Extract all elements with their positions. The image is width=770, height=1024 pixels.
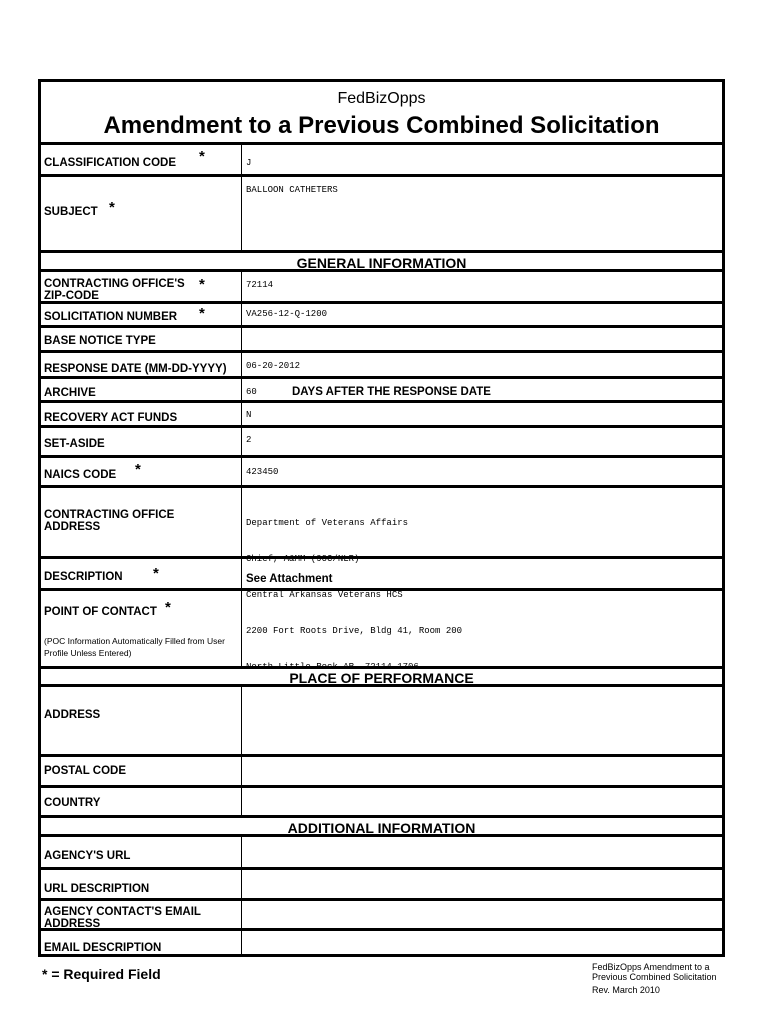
row-point-of-contact [41,588,722,666]
zip-label-line1: CONTRACTING OFFICE'S [44,278,185,290]
row-classification-code [41,142,722,174]
org-name: FedBizOpps [337,90,426,107]
solicitation-number-label: SOLICITATION NUMBER [44,311,178,323]
office-address-label-line2: ADDRESS [44,521,101,533]
point-of-contact-label: POINT OF CONTACT [44,606,157,618]
form-revision: Rev. March 2010 [592,985,660,995]
required-field-note: * = Required Field [42,966,161,982]
row-base-notice-type [41,325,722,350]
row-naics-code [41,455,722,485]
description-label: DESCRIPTION [44,571,123,583]
row-country [41,785,722,815]
row-url-description [41,867,722,898]
solicitation-number-value[interactable]: VA256-12-Q-1200 [246,309,328,319]
row-description [41,556,722,588]
agency-url-label: AGENCY'S URL [44,850,131,862]
row-archive [41,376,722,400]
subject-value[interactable]: BALLOON CATHETERS [246,185,338,195]
form-title: Amendment to a Previous Combined Solicitation [103,112,660,139]
row-agency-url [41,834,722,867]
naics-code-value[interactable]: 423450 [246,467,279,477]
zip-value[interactable]: 72114 [246,280,274,290]
row-zip-code [41,269,722,301]
classification-code-label: CLASSIFICATION CODE [44,157,177,169]
required-star: * [165,599,171,616]
form-name-line2: Previous Combined Solicitation [592,971,717,982]
place-address-label: ADDRESS [44,709,101,721]
row-agency-email [41,898,722,928]
required-star: * [135,461,141,478]
row-subject [41,174,722,250]
solicitation-form [38,79,725,957]
archive-suffix: DAYS AFTER THE RESPONSE DATE [292,386,491,398]
required-star: * [199,276,205,293]
row-place-address [41,684,722,754]
required-star: * [153,565,159,582]
section-additional-title: ADDITIONAL INFORMATION [287,820,476,836]
recovery-act-funds-label: RECOVERY ACT FUNDS [44,412,178,424]
agency-email-label-line2: ADDRESS [44,918,101,930]
archive-value[interactable]: 60 [246,387,257,397]
row-email-description [41,928,722,957]
section-general-title: GENERAL INFORMATION [296,255,467,271]
row-response-date [41,350,722,376]
country-label: COUNTRY [44,797,101,809]
response-date-label: RESPONSE DATE (MM-DD-YYYY) [44,363,227,375]
set-aside-value[interactable]: 2 [246,435,252,445]
row-set-aside [41,425,722,455]
archive-label: ARCHIVE [44,387,96,399]
office-address-label-line1: CONTRACTING OFFICE [44,509,175,521]
office-address-line: Department of Veterans Affairs [246,518,409,528]
point-of-contact-note: (POC Information Automatically Filled from User Profile Unless Entered) [44,636,225,658]
section-additional [41,815,722,836]
url-description-label: URL DESCRIPTION [44,883,150,895]
section-place-title: PLACE OF PERFORMANCE [289,670,474,686]
agency-email-label-line1: AGENCY CONTACT'S EMAIL [44,906,201,918]
base-notice-type-label: BASE NOTICE TYPE [44,335,156,347]
description-value[interactable]: See Attachment [246,573,333,585]
row-recovery-act-funds [41,400,722,425]
office-address-line: 2200 Fort Roots Drive, Bldg 41, Room 200 [246,626,463,636]
row-solicitation-number [41,301,722,325]
zip-label-line2: ZIP-CODE [44,290,99,302]
response-date-value[interactable]: 06-20-2012 [246,361,301,371]
form-revision-info [592,963,717,996]
subject-label: SUBJECT [44,206,98,218]
form-name-line1: FedBizOpps Amendment to a [592,962,710,972]
required-star: * [109,199,115,216]
office-address-line: North Little Rock AR 72114 1706 [246,662,419,672]
required-star: * [199,148,205,165]
row-postal-code [41,754,722,785]
naics-code-label: NAICS CODE [44,469,117,481]
email-description-label: EMAIL DESCRIPTION [44,942,162,954]
recovery-act-funds-value[interactable]: N [246,410,252,420]
office-address-line: Central Arkansas Veterans HCS [246,590,403,600]
set-aside-label: SET-ASIDE [44,438,105,450]
postal-code-label: POSTAL CODE [44,765,126,777]
form-header [41,82,722,142]
required-star: * [199,305,205,322]
office-address-line: Chief, A&MM (90C/NLR) [246,554,360,564]
classification-code-value[interactable]: J [246,158,252,168]
